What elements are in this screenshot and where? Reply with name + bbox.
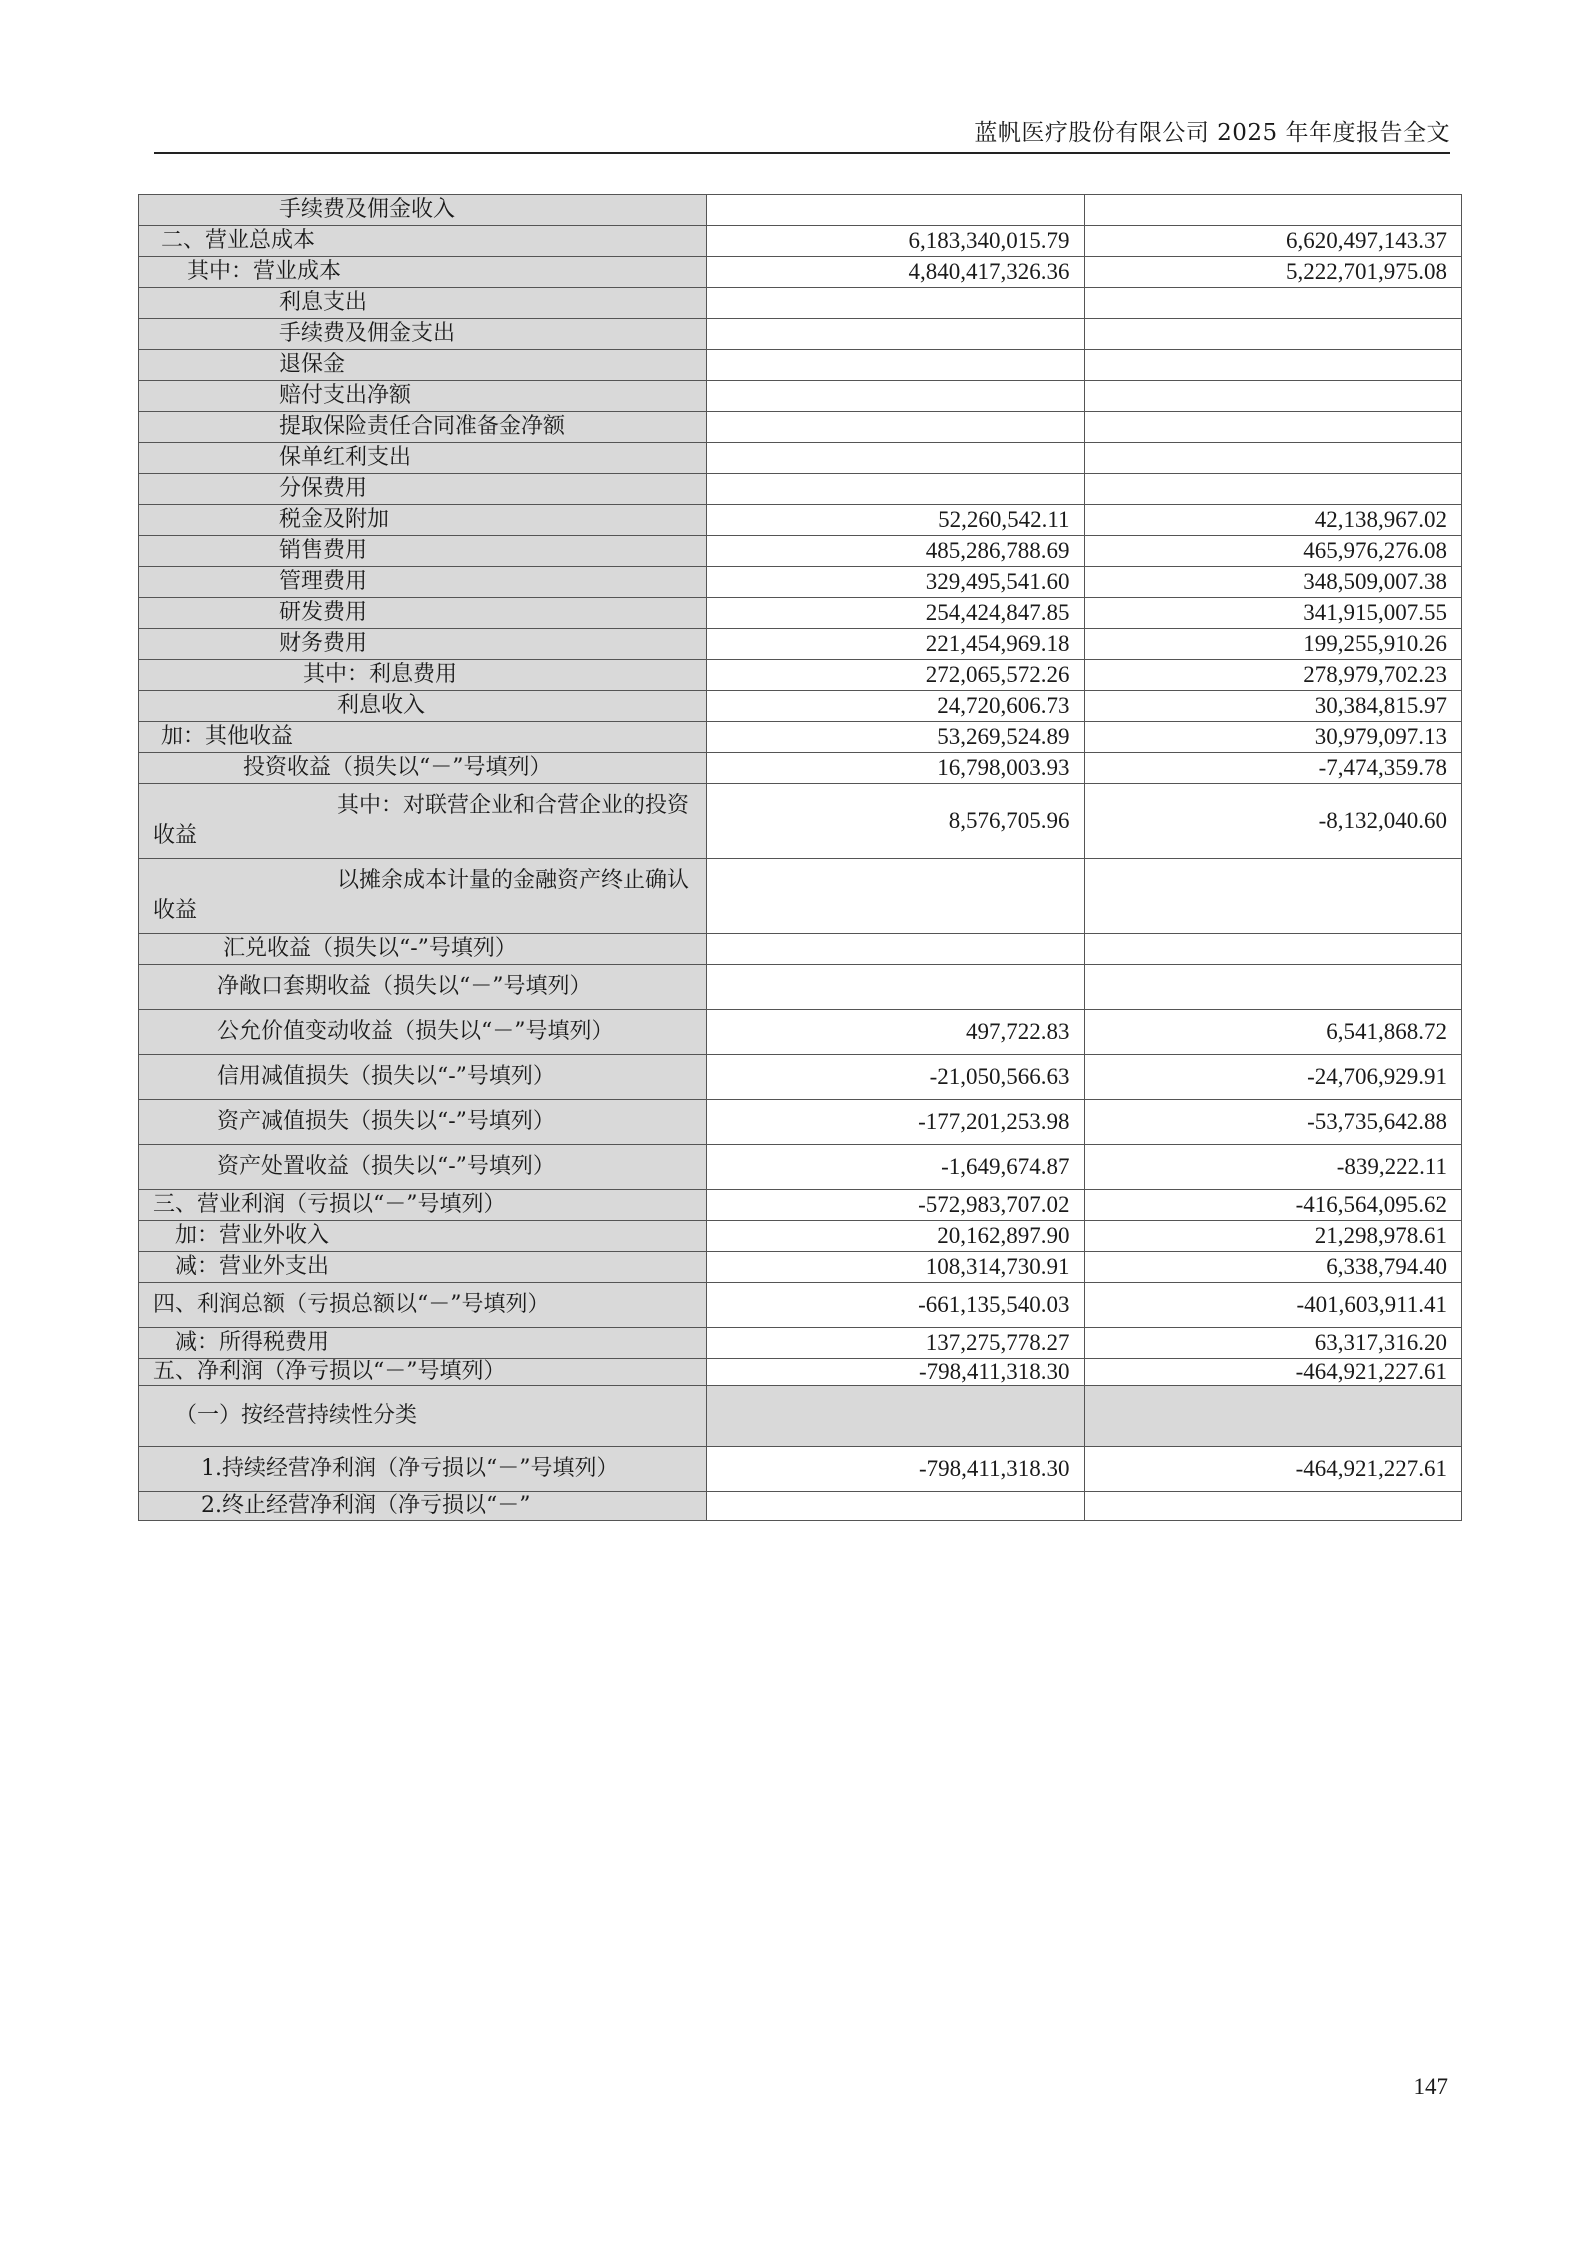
row-label: 分保费用 bbox=[139, 474, 707, 505]
prior-period-value bbox=[1084, 412, 1462, 443]
row-label: 投资收益（损失以“－”号填列） bbox=[139, 753, 707, 784]
row-label: 公允价值变动收益（损失以“－”号填列） bbox=[139, 1010, 707, 1055]
table-row bbox=[139, 443, 1462, 474]
current-period-value: 24,720,606.73 bbox=[707, 691, 1085, 722]
row-label: 三、营业利润（亏损以“－”号填列） bbox=[139, 1190, 707, 1221]
row-label: （一）按经营持续性分类 bbox=[139, 1386, 707, 1447]
prior-period-value: 6,338,794.40 bbox=[1084, 1252, 1462, 1283]
table-row bbox=[139, 1055, 1462, 1100]
row-label: 赔付支出净额 bbox=[139, 381, 707, 412]
row-label: 退保金 bbox=[139, 350, 707, 381]
row-label: 加：营业外收入 bbox=[139, 1221, 707, 1252]
prior-period-value: -8,132,040.60 bbox=[1084, 784, 1462, 859]
prior-period-value bbox=[1084, 859, 1462, 934]
current-period-value bbox=[707, 859, 1085, 934]
row-label: 资产减值损失（损失以“-”号填列） bbox=[139, 1100, 707, 1145]
table-row bbox=[139, 350, 1462, 381]
current-period-value: 8,576,705.96 bbox=[707, 784, 1085, 859]
current-period-value: -1,649,674.87 bbox=[707, 1145, 1085, 1190]
prior-period-value: -416,564,095.62 bbox=[1084, 1190, 1462, 1221]
table-row bbox=[139, 1328, 1462, 1359]
table-row bbox=[139, 784, 1462, 859]
prior-period-value: -53,735,642.88 bbox=[1084, 1100, 1462, 1145]
current-period-value bbox=[707, 1492, 1085, 1521]
row-label: 其中：对联营企业和合营企业的投资收益 bbox=[139, 784, 707, 859]
table-row bbox=[139, 859, 1462, 934]
current-period-value: 497,722.83 bbox=[707, 1010, 1085, 1055]
row-label: 销售费用 bbox=[139, 536, 707, 567]
current-period-value: 485,286,788.69 bbox=[707, 536, 1085, 567]
current-period-value: 108,314,730.91 bbox=[707, 1252, 1085, 1283]
table-row bbox=[139, 381, 1462, 412]
current-period-value bbox=[707, 319, 1085, 350]
table-row bbox=[139, 934, 1462, 965]
current-period-value: 221,454,969.18 bbox=[707, 629, 1085, 660]
table-row bbox=[139, 1010, 1462, 1055]
prior-period-value: -401,603,911.41 bbox=[1084, 1283, 1462, 1328]
prior-period-value bbox=[1084, 319, 1462, 350]
prior-period-value bbox=[1084, 965, 1462, 1010]
current-period-value: 254,424,847.85 bbox=[707, 598, 1085, 629]
current-period-value bbox=[707, 1386, 1085, 1447]
table-row bbox=[139, 629, 1462, 660]
table-row bbox=[139, 1190, 1462, 1221]
current-period-value: 329,495,541.60 bbox=[707, 567, 1085, 598]
current-period-value bbox=[707, 350, 1085, 381]
table-row bbox=[139, 319, 1462, 350]
table-row bbox=[139, 1359, 1462, 1386]
prior-period-value: 42,138,967.02 bbox=[1084, 505, 1462, 536]
report-header-title: 蓝帆医疗股份有限公司 2025 年年度报告全文 bbox=[974, 120, 1450, 146]
income-statement-table bbox=[138, 194, 1462, 1521]
table-row bbox=[139, 536, 1462, 567]
table-row bbox=[139, 722, 1462, 753]
prior-period-value bbox=[1084, 934, 1462, 965]
table-row bbox=[139, 1492, 1462, 1521]
prior-period-value: 199,255,910.26 bbox=[1084, 629, 1462, 660]
current-period-value: -177,201,253.98 bbox=[707, 1100, 1085, 1145]
prior-period-value: -24,706,929.91 bbox=[1084, 1055, 1462, 1100]
row-label: 税金及附加 bbox=[139, 505, 707, 536]
current-period-value: 6,183,340,015.79 bbox=[707, 226, 1085, 257]
prior-period-value: 30,384,815.97 bbox=[1084, 691, 1462, 722]
prior-period-value bbox=[1084, 381, 1462, 412]
table-row bbox=[139, 1221, 1462, 1252]
prior-period-value: 30,979,097.13 bbox=[1084, 722, 1462, 753]
row-label: 减：营业外支出 bbox=[139, 1252, 707, 1283]
header-divider bbox=[154, 152, 1450, 154]
prior-period-value: -464,921,227.61 bbox=[1084, 1359, 1462, 1386]
page-number: 147 bbox=[1413, 2074, 1448, 2099]
current-period-value: 137,275,778.27 bbox=[707, 1328, 1085, 1359]
current-period-value bbox=[707, 288, 1085, 319]
row-label: 减：所得税费用 bbox=[139, 1328, 707, 1359]
table-row bbox=[139, 691, 1462, 722]
table-row bbox=[139, 598, 1462, 629]
table-row bbox=[139, 195, 1462, 226]
row-label: 二、营业总成本 bbox=[139, 226, 707, 257]
current-period-value bbox=[707, 195, 1085, 226]
table-row bbox=[139, 965, 1462, 1010]
current-period-value bbox=[707, 443, 1085, 474]
row-label: 管理费用 bbox=[139, 567, 707, 598]
table-row bbox=[139, 1100, 1462, 1145]
current-period-value: 16,798,003.93 bbox=[707, 753, 1085, 784]
current-period-value: 52,260,542.11 bbox=[707, 505, 1085, 536]
current-period-value: -572,983,707.02 bbox=[707, 1190, 1085, 1221]
table-row bbox=[139, 1145, 1462, 1190]
current-period-value bbox=[707, 381, 1085, 412]
table-row bbox=[139, 412, 1462, 443]
row-label: 净敞口套期收益（损失以“－”号填列） bbox=[139, 965, 707, 1010]
prior-period-value: 341,915,007.55 bbox=[1084, 598, 1462, 629]
prior-period-value: 348,509,007.38 bbox=[1084, 567, 1462, 598]
prior-period-value bbox=[1084, 443, 1462, 474]
prior-period-value bbox=[1084, 350, 1462, 381]
current-period-value: -21,050,566.63 bbox=[707, 1055, 1085, 1100]
prior-period-value bbox=[1084, 474, 1462, 505]
row-label: 1.持续经营净利润（净亏损以“－”号填列） bbox=[139, 1447, 707, 1492]
current-period-value: 20,162,897.90 bbox=[707, 1221, 1085, 1252]
prior-period-value: 63,317,316.20 bbox=[1084, 1328, 1462, 1359]
row-label: 其中：营业成本 bbox=[139, 257, 707, 288]
current-period-value bbox=[707, 412, 1085, 443]
current-period-value: -798,411,318.30 bbox=[707, 1359, 1085, 1386]
table-row bbox=[139, 1447, 1462, 1492]
prior-period-value bbox=[1084, 195, 1462, 226]
current-period-value bbox=[707, 965, 1085, 1010]
row-label: 汇兑收益（损失以“-”号填列） bbox=[139, 934, 707, 965]
row-label: 信用减值损失（损失以“-”号填列） bbox=[139, 1055, 707, 1100]
prior-period-value bbox=[1084, 288, 1462, 319]
table-row bbox=[139, 1386, 1462, 1447]
table-row bbox=[139, 1283, 1462, 1328]
current-period-value: 272,065,572.26 bbox=[707, 660, 1085, 691]
prior-period-value bbox=[1084, 1386, 1462, 1447]
row-label: 提取保险责任合同准备金净额 bbox=[139, 412, 707, 443]
current-period-value: -798,411,318.30 bbox=[707, 1447, 1085, 1492]
prior-period-value: 278,979,702.23 bbox=[1084, 660, 1462, 691]
prior-period-value: 465,976,276.08 bbox=[1084, 536, 1462, 567]
prior-period-value bbox=[1084, 1492, 1462, 1521]
current-period-value: 53,269,524.89 bbox=[707, 722, 1085, 753]
table-row bbox=[139, 288, 1462, 319]
current-period-value bbox=[707, 474, 1085, 505]
row-label: 财务费用 bbox=[139, 629, 707, 660]
prior-period-value: -7,474,359.78 bbox=[1084, 753, 1462, 784]
row-label: 保单红利支出 bbox=[139, 443, 707, 474]
row-label: 四、利润总额（亏损总额以“－”号填列） bbox=[139, 1283, 707, 1328]
row-label: 其中：利息费用 bbox=[139, 660, 707, 691]
table-row bbox=[139, 660, 1462, 691]
row-label: 手续费及佣金支出 bbox=[139, 319, 707, 350]
table-row bbox=[139, 226, 1462, 257]
prior-period-value: -464,921,227.61 bbox=[1084, 1447, 1462, 1492]
row-label: 利息收入 bbox=[139, 691, 707, 722]
row-label: 2.终止经营净利润（净亏损以“－” bbox=[139, 1492, 707, 1521]
current-period-value: -661,135,540.03 bbox=[707, 1283, 1085, 1328]
row-label: 资产处置收益（损失以“-”号填列） bbox=[139, 1145, 707, 1190]
current-period-value: 4,840,417,326.36 bbox=[707, 257, 1085, 288]
row-label: 加：其他收益 bbox=[139, 722, 707, 753]
prior-period-value: -839,222.11 bbox=[1084, 1145, 1462, 1190]
row-label: 五、净利润（净亏损以“－”号填列） bbox=[139, 1359, 707, 1386]
row-label: 以摊余成本计量的金融资产终止确认收益 bbox=[139, 859, 707, 934]
prior-period-value: 5,222,701,975.08 bbox=[1084, 257, 1462, 288]
prior-period-value: 6,541,868.72 bbox=[1084, 1010, 1462, 1055]
row-label: 手续费及佣金收入 bbox=[139, 195, 707, 226]
table-row bbox=[139, 474, 1462, 505]
prior-period-value: 21,298,978.61 bbox=[1084, 1221, 1462, 1252]
table-row bbox=[139, 567, 1462, 598]
current-period-value bbox=[707, 934, 1085, 965]
table-row bbox=[139, 257, 1462, 288]
table-row bbox=[139, 1252, 1462, 1283]
table-row bbox=[139, 753, 1462, 784]
prior-period-value: 6,620,497,143.37 bbox=[1084, 226, 1462, 257]
row-label: 研发费用 bbox=[139, 598, 707, 629]
row-label: 利息支出 bbox=[139, 288, 707, 319]
table-row bbox=[139, 505, 1462, 536]
